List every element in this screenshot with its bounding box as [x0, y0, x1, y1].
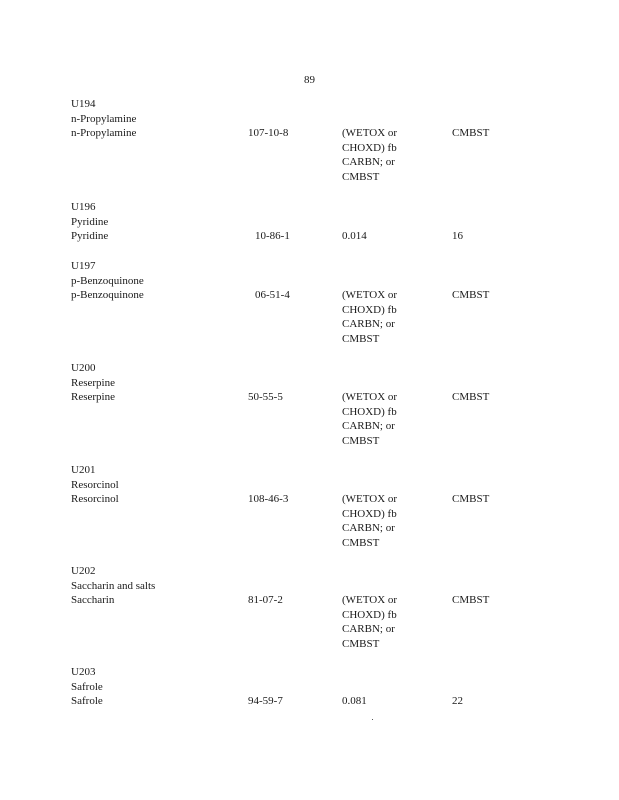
constituent-name: Saccharin	[71, 594, 115, 606]
constituent-row	[71, 694, 571, 709]
waste-group-name: Safrole	[71, 680, 103, 693]
constituent-name: Reserpine	[71, 391, 115, 403]
waste-entry-u197	[71, 259, 571, 345]
standard-line: CHOXD) fb	[342, 303, 397, 316]
constituent-row	[71, 288, 571, 345]
cas-number: 94-59-7	[248, 695, 283, 707]
standard-line: CMBST	[342, 434, 380, 447]
standard-line: CHOXD) fb	[342, 141, 397, 154]
waste-group-name: Resorcinol	[71, 478, 119, 491]
waste-code: U197	[71, 260, 96, 272]
waste-entry-u196	[71, 200, 571, 244]
constituent-row	[71, 593, 571, 650]
standard-line: CMBST	[342, 536, 380, 549]
nonwastewater-standard: CMBST	[452, 391, 490, 403]
standard-line: 0.014	[342, 230, 367, 242]
waste-group-name: Reserpine	[71, 376, 115, 389]
standard-line: CARBN; or	[342, 522, 395, 534]
cas-number: 10-86-1	[255, 230, 290, 242]
standard-line: CHOXD) fb	[342, 405, 397, 418]
standard-line: (WETOX or	[342, 127, 398, 139]
waste-entry-u194	[71, 97, 571, 183]
wastewater-standard	[342, 593, 397, 651]
constituent-name: p-Benzoquinone	[71, 289, 144, 301]
nonwastewater-standard: 22	[452, 695, 463, 707]
waste-code: U203	[71, 666, 96, 678]
cas-number: 108-46-3	[248, 493, 289, 505]
waste-group-name: Saccharin and salts	[71, 579, 156, 592]
waste-code: U201	[71, 464, 96, 476]
constituent-row	[71, 390, 571, 447]
standard-line: CARBN; or	[342, 156, 395, 168]
waste-entry-u202	[71, 564, 571, 650]
nonwastewater-standard: CMBST	[452, 594, 490, 606]
nonwastewater-standard: 16	[452, 230, 463, 242]
cas-number: 81-07-2	[248, 594, 283, 606]
waste-code: U196	[71, 201, 96, 213]
standard-line: CARBN; or	[342, 318, 395, 330]
scan-artifact	[372, 719, 373, 720]
standard-line: 0.081	[342, 695, 367, 707]
waste-code: U200	[71, 362, 96, 374]
nonwastewater-standard: CMBST	[452, 289, 490, 301]
waste-entry-u203	[71, 665, 571, 709]
constituent-row	[71, 492, 571, 549]
waste-group-name: p-Benzoquinone	[71, 274, 144, 287]
cas-number: 107-10-8	[248, 127, 289, 139]
waste-entry-u201	[71, 463, 571, 549]
constituent-row	[71, 229, 571, 244]
nonwastewater-standard: CMBST	[452, 493, 490, 505]
standard-line: CMBST	[342, 332, 380, 345]
cas-number: 06-51-4	[255, 289, 290, 301]
wastewater-standard	[342, 492, 397, 550]
standard-line: (WETOX or	[342, 493, 398, 505]
page-number: 89	[304, 74, 315, 86]
standard-line: (WETOX or	[342, 289, 398, 301]
nonwastewater-standard: CMBST	[452, 127, 490, 139]
standard-line: CMBST	[342, 637, 380, 650]
wastewater-standard	[342, 229, 367, 244]
cas-number: 50-55-5	[248, 391, 283, 403]
standard-line: CARBN; or	[342, 420, 395, 432]
standard-line: (WETOX or	[342, 391, 398, 403]
wastewater-standard	[342, 390, 397, 448]
wastewater-standard	[342, 126, 397, 184]
constituent-row	[71, 126, 571, 183]
waste-group-name: n-Propylamine	[71, 112, 137, 125]
constituent-name: Resorcinol	[71, 493, 119, 505]
wastewater-standard	[342, 694, 367, 709]
waste-entry-u200	[71, 361, 571, 447]
standard-line: CARBN; or	[342, 623, 395, 635]
wastewater-standard	[342, 288, 397, 346]
standard-line: CHOXD) fb	[342, 507, 397, 520]
waste-code: U202	[71, 565, 96, 577]
constituent-name: Pyridine	[71, 230, 109, 242]
constituent-name: Safrole	[71, 695, 103, 707]
standard-line: CHOXD) fb	[342, 608, 397, 621]
constituent-name: n-Propylamine	[71, 127, 137, 139]
standard-line: (WETOX or	[342, 594, 398, 606]
waste-group-name: Pyridine	[71, 215, 109, 228]
waste-code: U194	[71, 98, 96, 110]
standard-line: CMBST	[342, 170, 380, 183]
